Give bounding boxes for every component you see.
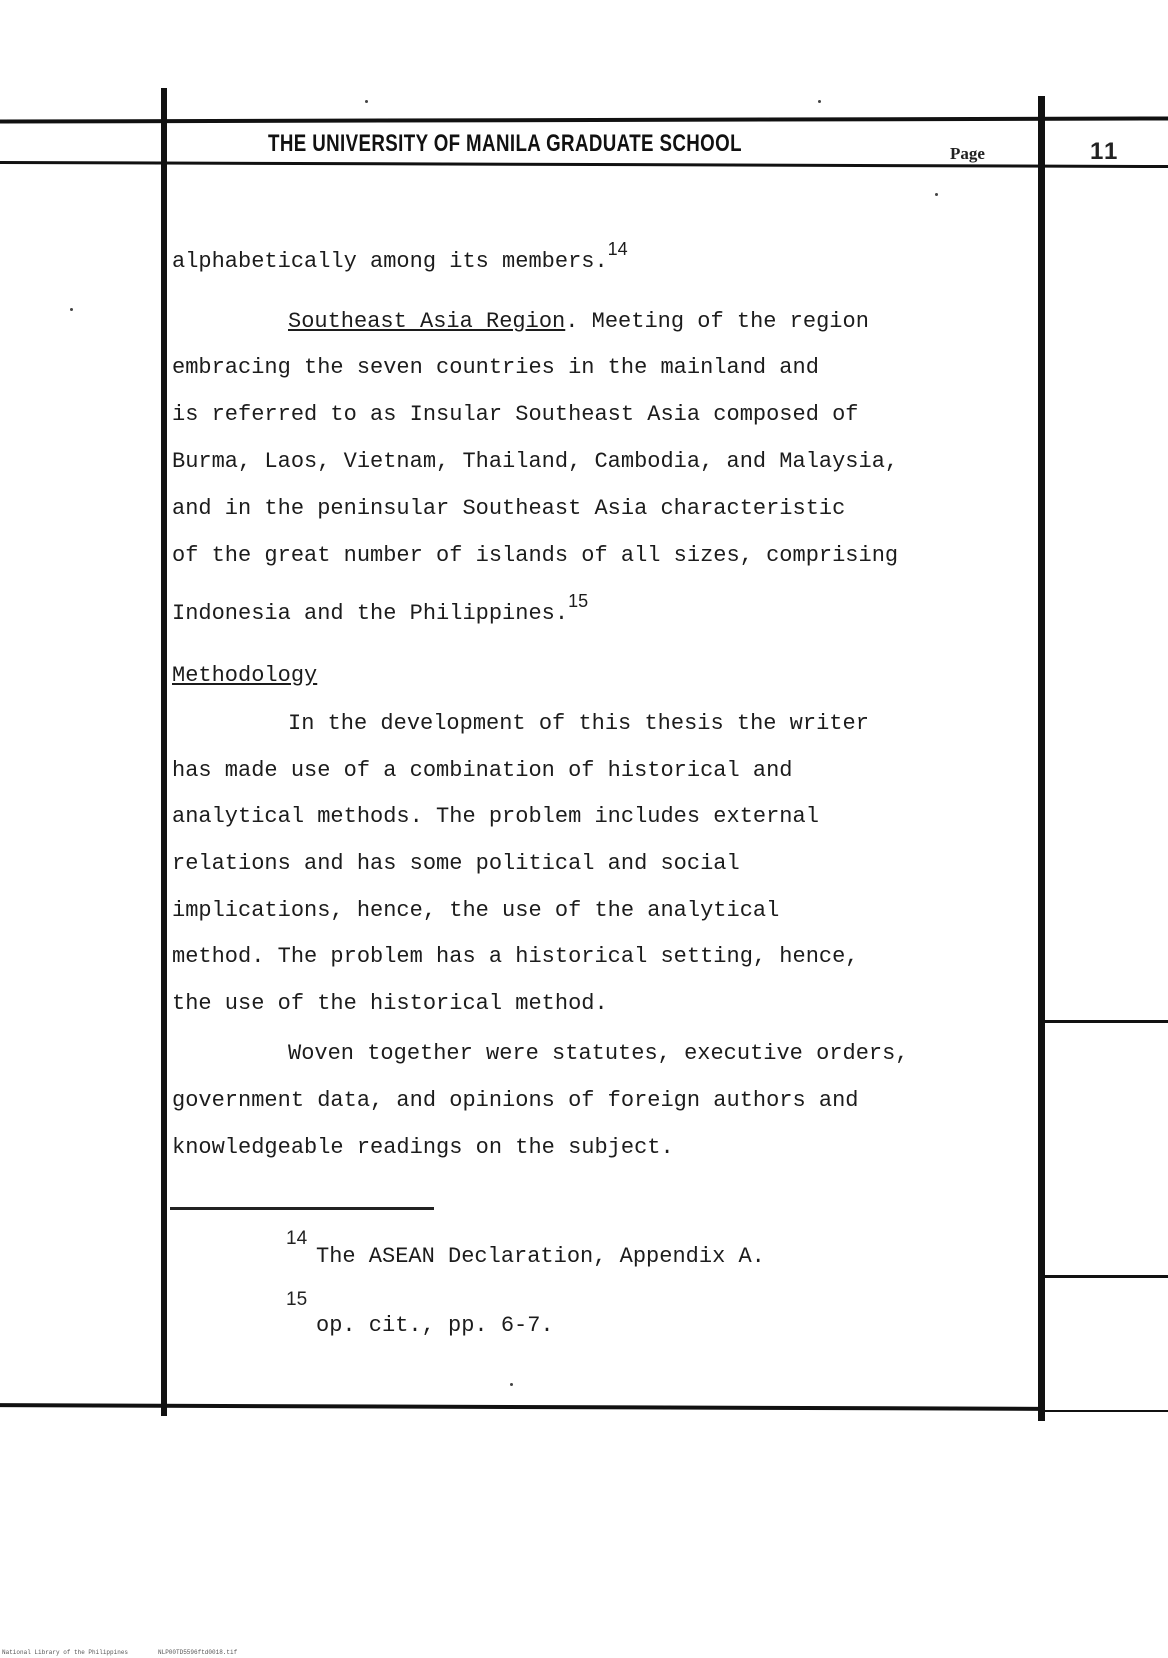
header-top-rule	[0, 116, 1168, 123]
side-rule	[1040, 1020, 1168, 1023]
body-line: method. The problem has a historical setting, hence,	[172, 944, 859, 969]
body-line: Woven together were statutes, executive orders,	[288, 1041, 909, 1066]
body-line	[172, 592, 588, 625]
body-line: implications, hence, the use of the analytical	[172, 898, 780, 923]
body-line: relations and has some political and social	[172, 851, 740, 876]
footnote-ref: 14	[607, 239, 628, 259]
body-line: In the development of this thesis the writer	[288, 711, 869, 736]
left-margin-rule	[161, 88, 167, 1416]
footnote-number: 15	[286, 1289, 308, 1310]
scan-speck	[365, 100, 368, 103]
body-line: of the great number of islands of all sizes, comprising	[172, 543, 899, 568]
body-line: embracing the seven countries in the mainland and	[172, 355, 819, 380]
page-header-title: THE UNIVERSITY OF MANILA GRADUATE SCHOOL	[268, 130, 742, 157]
scan-speck	[70, 308, 73, 311]
footnote-text: The ASEAN Declaration, Appendix A.	[316, 1244, 765, 1269]
body-line: has made use of a combination of historical and	[172, 758, 793, 783]
body-line-text: Indonesia and the Philippines.	[172, 601, 569, 626]
footnote-number: 14	[286, 1228, 308, 1249]
page-number: 11	[1090, 138, 1120, 165]
body-line: knowledgeable readings on the subject.	[172, 1135, 674, 1160]
body-line	[288, 311, 869, 333]
scan-speck	[510, 1383, 513, 1386]
header-bottom-rule	[0, 161, 1168, 168]
scan-speck	[818, 100, 821, 103]
side-rule	[1040, 1410, 1168, 1412]
body-line: and in the peninsular Southeast Asia characteristic	[172, 496, 846, 521]
footnote-separator	[170, 1207, 434, 1210]
scan-footer-left: National Library of the Philippines	[2, 1649, 129, 1656]
methodology-heading: Methodology	[172, 663, 318, 688]
scan-footer-right: NLP00TD5596ftd0018.tif	[158, 1649, 238, 1656]
scan-speck	[935, 193, 938, 196]
body-line: government data, and opinions of foreign authors and	[172, 1088, 859, 1113]
page-label: Page	[950, 144, 985, 163]
side-rule	[1040, 1275, 1168, 1278]
body-line	[172, 240, 628, 273]
footnote-ref: 15	[568, 591, 589, 611]
body-line-text: . Meeting of the region	[565, 309, 869, 334]
body-line: is referred to as Insular Southeast Asia composed of	[172, 402, 859, 427]
body-line: the use of the historical method.	[172, 991, 608, 1016]
body-line: Burma, Laos, Vietnam, Thailand, Cambodia, and Malaysia,	[172, 449, 899, 474]
section-heading: Southeast Asia Region	[288, 309, 566, 334]
body-line-text: alphabetically among its members.	[172, 249, 608, 274]
right-margin-rule	[1038, 96, 1045, 1421]
body-line: analytical methods. The problem includes external	[172, 804, 819, 829]
footnote-text: op. cit., pp. 6-7.	[316, 1313, 554, 1338]
bottom-rule	[0, 1403, 1040, 1411]
